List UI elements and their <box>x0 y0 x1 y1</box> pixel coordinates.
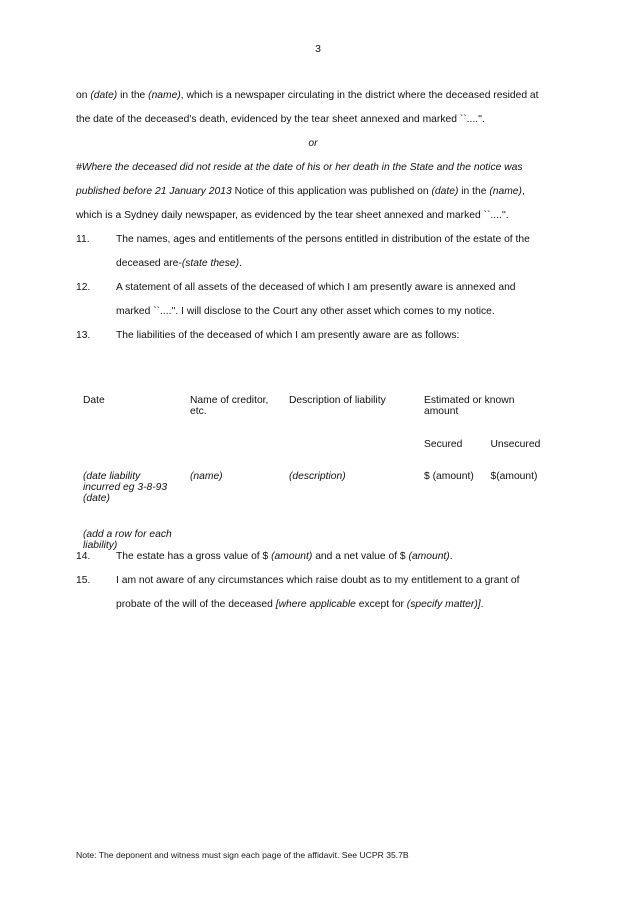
item-number-15: 15. <box>76 575 91 586</box>
document-body-lower <box>76 545 550 617</box>
item-15-text-2: except for <box>355 599 407 610</box>
para-italic-name-1: (name) <box>148 90 181 101</box>
table-cell-unsecured: $(amount) <box>490 471 538 482</box>
page-number: 3 <box>315 43 321 55</box>
table-header-creditor: Name of creditor, etc. <box>190 395 269 417</box>
para-text-6: , which is a Sydney daily newspaper, as evidenced by the tear sheet annexed and marked ``....''. <box>76 186 525 221</box>
table-header-date: Date <box>83 395 105 406</box>
para-text-5: in the <box>458 186 490 197</box>
item-11-text: The names, ages and entitlements of the persons entitled in distribution of the estate of the deceased are- <box>116 234 530 269</box>
item-14-text-2: and a net value of $ <box>312 551 409 562</box>
item-number-11: 11. <box>76 234 90 245</box>
table-header-row-1 <box>76 390 550 434</box>
table-header-amount: Estimated or known amount <box>424 395 515 417</box>
para-text-3: , which is a newspaper circulating in the district where the deceased resided at the date of the deceased's death, evidenced by the tear sheet annexed and marked ``....''. <box>76 90 539 125</box>
item-body-11 <box>116 228 550 276</box>
item-body-15 <box>116 569 550 617</box>
table-header-secured: Secured <box>424 439 463 450</box>
numbered-item-11 <box>76 228 550 276</box>
liabilities-table-container <box>76 390 550 564</box>
paragraph-alternative-notice <box>76 156 550 228</box>
item-number-13: 13. <box>76 330 91 341</box>
table-header-description: Description of liability <box>289 395 386 406</box>
item-number-14: 14. <box>76 551 91 562</box>
item-15-text-1: I am not aware of any circumstances which raise doubt as to my entitlement to a grant of probate of the will of the deceased <box>116 575 520 610</box>
table-header-unsecured: Unsecured <box>490 439 541 450</box>
footer-note: Note: The deponent and witness must sign each page of the affidavit. See UCPR 35.7B <box>76 850 409 860</box>
table-cell-name: (name) <box>190 471 223 482</box>
liabilities-table <box>76 390 550 564</box>
item-11-text-end: . <box>239 258 242 269</box>
para-italic-condition: #Where the deceased did not reside at the date of his or her death in the State and the notice was published before 21 January 2013 <box>76 162 523 197</box>
document-body <box>76 84 550 348</box>
or-divider: or <box>308 138 318 149</box>
item-15-italic-2: (specify matter)] <box>406 599 481 610</box>
para-text-1: on <box>76 90 91 101</box>
table-cell-date: (add a row for each liability) <box>83 529 172 551</box>
item-11-italic: (state these) <box>181 258 240 269</box>
item-body-14 <box>116 545 550 569</box>
item-14-text-3: . <box>449 551 453 562</box>
table-row <box>76 466 550 524</box>
para-text-4: Notice of this application was published on <box>231 186 432 197</box>
para-italic-date-1: (date) <box>90 90 118 101</box>
item-body-13: The liabilities of the deceased of which I am presently aware are as follows: <box>116 330 460 341</box>
table-cell-date: (date liability incurred eg 3-8-93 (date) <box>83 471 168 504</box>
para-italic-date-2: (date) <box>431 186 459 197</box>
item-14-italic-1: (amount) <box>271 551 313 562</box>
item-14-text-1: The estate has a gross value of $ <box>116 551 272 562</box>
item-14-italic-2: (amount) <box>408 551 450 562</box>
table-cell-description: (description) <box>289 471 346 482</box>
numbered-item-13 <box>76 324 550 348</box>
item-body-12: A statement of all assets of the deceased of which I am presently aware is annexed and marked ``....''. I will disclose to the Court any other asset which comes to my notice. <box>116 282 516 317</box>
numbered-item-15 <box>76 569 550 617</box>
paragraph-continued-notice <box>76 84 550 132</box>
numbered-item-14 <box>76 545 550 569</box>
item-15-text-3: . <box>480 599 484 610</box>
para-italic-name-2: (name) <box>489 186 522 197</box>
item-15-italic-1: [where applicable <box>275 599 356 610</box>
numbered-item-12 <box>76 276 550 324</box>
para-text-2: in the <box>117 90 149 101</box>
item-number-12: 12. <box>76 282 91 293</box>
table-cell-secured: $ (amount) <box>424 471 474 482</box>
